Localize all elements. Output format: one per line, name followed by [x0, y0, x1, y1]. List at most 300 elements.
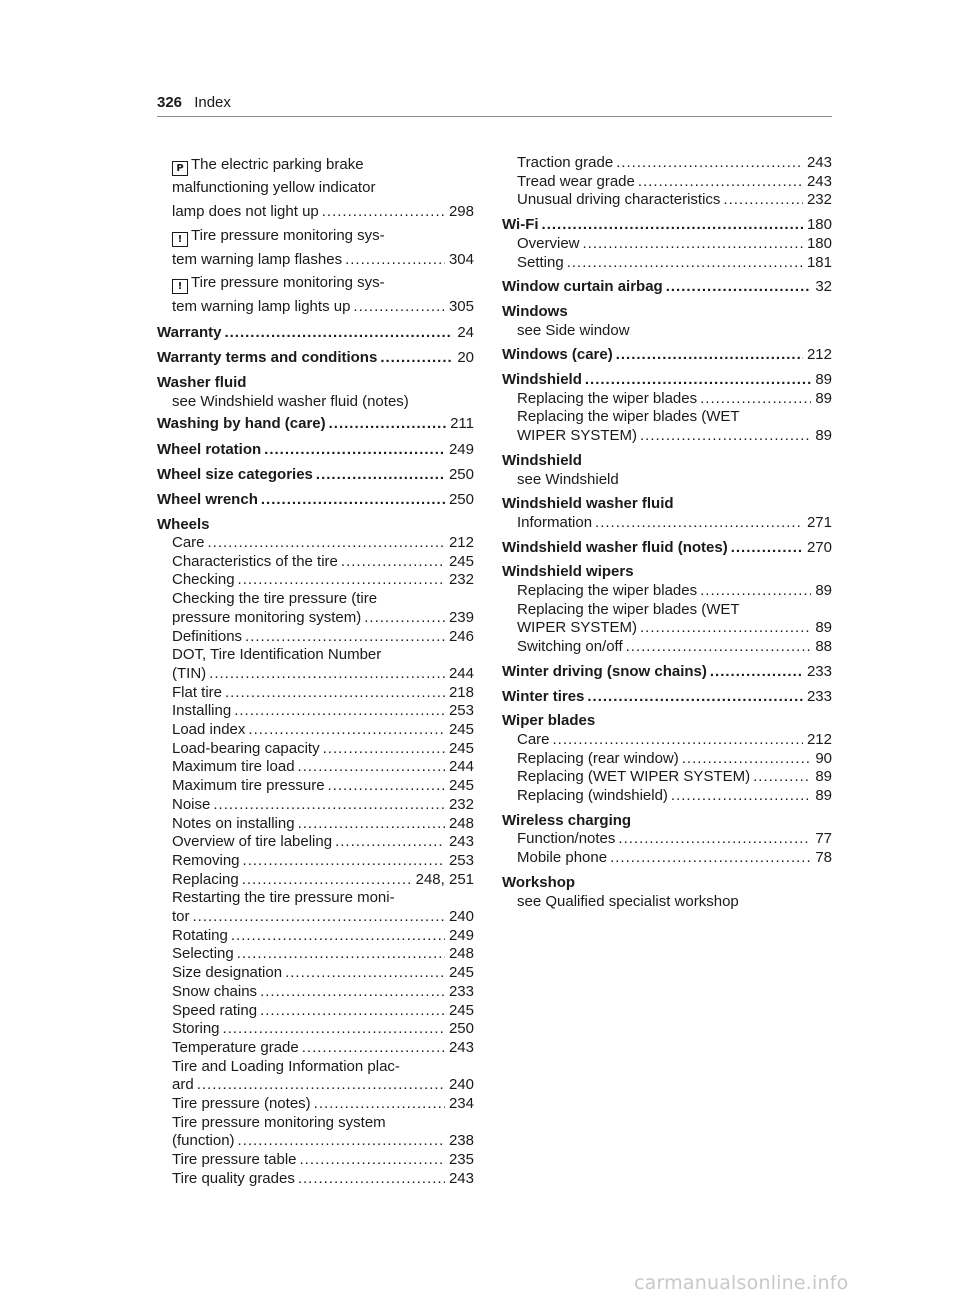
dot-leader: [302, 1038, 445, 1057]
page-reference[interactable]: 212: [806, 346, 832, 364]
index-entry[interactable]: [502, 662, 832, 681]
entry-text: Windshield washer fluid (notes): [502, 538, 728, 556]
entry-text: Rotating: [172, 926, 228, 944]
index-subentry[interactable]: [172, 795, 474, 814]
entry-text: Care: [172, 534, 205, 551]
index-subentry[interactable]: [172, 1001, 474, 1020]
entry-text: Windows (care): [502, 346, 613, 364]
index-subentry[interactable]: [172, 870, 474, 889]
entry-text: Replacing the wiper blades: [517, 582, 698, 599]
entry-text: Washing by hand (care): [157, 415, 326, 432]
entry-text: tem warning lamp flashes: [172, 251, 343, 268]
dot-leader: [700, 581, 811, 600]
page-reference[interactable]: 304: [448, 251, 474, 268]
dot-leader: [364, 608, 445, 627]
index-entry[interactable]: [157, 440, 474, 459]
dot-leader: [329, 414, 446, 433]
dot-leader: [260, 982, 445, 1001]
entry-text: ard: [172, 1076, 194, 1094]
index-entry: [502, 811, 832, 830]
index-entry: [502, 302, 832, 321]
dot-leader: [213, 795, 445, 814]
entry-text: Washer fluid: [157, 374, 247, 391]
dot-leader: [285, 963, 445, 982]
index-subentry[interactable]: [172, 720, 474, 739]
dot-leader: [298, 814, 445, 833]
entry-text: Unusual driving characteristics: [517, 191, 721, 209]
index-entry: [502, 873, 832, 892]
page-reference[interactable]: 89: [815, 619, 832, 637]
index-subentry[interactable]: [172, 963, 474, 982]
dot-leader: [197, 1075, 445, 1094]
dot-leader: [640, 426, 811, 445]
dot-leader: [553, 730, 803, 749]
dot-leader: [638, 172, 803, 191]
index-entry[interactable]: [502, 370, 832, 389]
entry-text: Replacing (rear window): [517, 749, 679, 767]
page-reference[interactable]: 245: [448, 1001, 474, 1019]
dot-leader: [753, 767, 811, 786]
entry-text: Information: [517, 513, 593, 531]
entry-text: Warranty terms and conditions: [157, 349, 378, 366]
index-subentry: [517, 470, 832, 489]
index-subentry: [517, 892, 832, 911]
index-subentry[interactable]: [172, 1150, 474, 1169]
page-reference[interactable]: 233: [448, 982, 474, 1000]
index-subentry[interactable]: [172, 832, 474, 851]
index-subentry[interactable]: [517, 190, 832, 209]
entry-text: Tire quality grades: [172, 1169, 295, 1187]
page-reference[interactable]: 253: [448, 702, 474, 720]
index-entry[interactable]: [502, 687, 832, 706]
dot-leader: [542, 215, 803, 234]
entry-text: Tire pressure monitoring system: [172, 1113, 386, 1131]
index-subentry: [172, 155, 474, 176]
entry-text: Wi-Fi: [502, 216, 539, 234]
entry-text: Window curtain airbag: [502, 278, 663, 296]
index-subentry: [172, 273, 474, 294]
dot-leader: [731, 538, 803, 557]
dot-leader: [380, 348, 453, 367]
page-reference[interactable]: 212: [448, 534, 474, 551]
entry-text: Wheels: [157, 516, 210, 533]
entry-text: Load-bearing capacity: [172, 739, 320, 757]
dot-leader: [248, 720, 445, 739]
entry-text: Tire pressure (notes): [172, 1095, 311, 1112]
dot-leader: [640, 618, 811, 637]
page-reference[interactable]: 232: [806, 191, 832, 209]
entry-text: Replacing: [172, 870, 239, 888]
entry-text: Flat tire: [172, 683, 223, 701]
index-subentry[interactable]: [172, 757, 474, 776]
entry-text: Speed rating: [172, 1001, 258, 1019]
entry-text: Maximum tire load: [172, 758, 295, 776]
page-reference[interactable]: 239: [448, 608, 474, 626]
page-reference[interactable]: 234: [448, 1095, 474, 1112]
page-reference[interactable]: 243: [806, 154, 832, 171]
index-subentry[interactable]: [172, 608, 474, 627]
entry-text: Tread wear grade: [517, 172, 635, 190]
dot-leader: [587, 687, 803, 706]
index-subentry[interactable]: [172, 1131, 474, 1150]
entry-text: (TIN): [172, 664, 207, 682]
dot-leader: [700, 389, 811, 408]
entry-text: Removing: [172, 851, 240, 869]
entry-text: (function): [172, 1132, 235, 1150]
index-subentry[interactable]: [172, 926, 474, 945]
entry-text: Overview of tire labeling: [172, 833, 333, 851]
page-reference[interactable]: 232: [448, 571, 474, 589]
index-subentry[interactable]: [172, 1019, 474, 1038]
entry-text: lamp does not light up: [172, 203, 319, 220]
index-subentry[interactable]: [172, 851, 474, 870]
page-reference[interactable]: 238: [448, 1132, 474, 1150]
index-subentry[interactable]: [517, 172, 832, 191]
entry-text: Tire and Loading Information plac-: [172, 1057, 400, 1075]
page-reference[interactable]: 244: [448, 664, 474, 682]
index-subentry[interactable]: [172, 1169, 474, 1188]
index-entry: [502, 494, 832, 513]
page-reference[interactable]: 89: [815, 787, 832, 804]
page-reference[interactable]: 243: [806, 172, 832, 190]
dot-leader: [322, 202, 445, 221]
index-subentry[interactable]: [172, 982, 474, 1001]
dot-leader: [238, 570, 445, 589]
index-subentry[interactable]: [517, 253, 832, 272]
index-subentry[interactable]: [517, 234, 832, 253]
page-reference[interactable]: 248: [448, 945, 474, 963]
page-reference[interactable]: 271: [806, 513, 832, 531]
page-reference[interactable]: 232: [448, 795, 474, 813]
entry-text: Replacing (windshield): [517, 787, 668, 804]
dot-leader: [231, 926, 445, 945]
page-reference[interactable]: 89: [815, 389, 832, 407]
entry-text: Windows: [502, 302, 568, 320]
entry-text: Tire pressure monitoring sys-: [191, 274, 385, 291]
entry-text: Checking: [172, 571, 235, 589]
page-reference[interactable]: 181: [806, 253, 832, 271]
index-entry[interactable]: [502, 345, 832, 364]
page-reference[interactable]: 250: [448, 1020, 474, 1038]
entry-text: DOT, Tire Identification Number: [172, 646, 382, 664]
index-entry: [157, 515, 474, 534]
index-subentry[interactable]: [517, 829, 832, 848]
page-reference[interactable]: 243: [448, 1169, 474, 1187]
dot-leader: [238, 1131, 445, 1150]
index-subentry[interactable]: [172, 570, 474, 589]
page-reference[interactable]: 248, 251: [415, 870, 474, 888]
index-subentry: [172, 1113, 474, 1132]
entry-text: Windshield washer fluid: [502, 495, 674, 513]
index-subentry[interactable]: [172, 814, 474, 833]
entry-text: see Qualified specialist workshop: [517, 892, 739, 910]
dot-leader: [316, 465, 445, 484]
entry-text: Storing: [172, 1020, 220, 1038]
entry-text: Mobile phone: [517, 849, 608, 867]
dot-leader: [595, 513, 803, 532]
dot-leader: [323, 739, 445, 758]
entry-text: tor: [172, 908, 190, 925]
page-reference[interactable]: 20: [457, 349, 474, 366]
entry-text: Replacing (WET WIPER SYSTEM): [517, 768, 751, 786]
dot-leader: [682, 749, 812, 768]
index-subentry: [172, 392, 474, 411]
page-reference[interactable]: 270: [806, 538, 832, 556]
page-reference[interactable]: 245: [448, 777, 474, 795]
index-entry[interactable]: [157, 465, 474, 484]
page-reference[interactable]: 218: [448, 683, 474, 701]
entry-text: Selecting: [172, 945, 234, 963]
dot-leader: [300, 1150, 445, 1169]
dot-leader: [242, 870, 412, 889]
index-subentry[interactable]: [172, 1094, 474, 1113]
page-reference[interactable]: 245: [448, 721, 474, 738]
page-reference[interactable]: 305: [448, 298, 474, 315]
dot-leader: [261, 490, 445, 509]
index-subentry[interactable]: [172, 907, 474, 926]
page-reference[interactable]: 212: [806, 730, 832, 748]
dot-leader: [225, 683, 445, 702]
index-subentry: [172, 645, 474, 664]
index-subentry: [517, 321, 832, 340]
index-subentry[interactable]: [517, 153, 832, 172]
entry-text: Windshield: [502, 371, 582, 388]
page-reference[interactable]: 233: [806, 662, 832, 680]
index-subentry[interactable]: [517, 637, 832, 656]
entry-text: Function/notes: [517, 830, 616, 848]
entry-text: Windshield: [502, 451, 582, 469]
entry-text: pressure monitoring system): [172, 608, 362, 626]
dot-leader: [345, 250, 445, 269]
tire-pressure-icon: !: [172, 232, 188, 247]
dot-leader: [243, 851, 445, 870]
index-subentry[interactable]: [517, 581, 832, 600]
dot-leader: [264, 440, 445, 459]
page-number: 326: [157, 94, 183, 111]
dot-leader: [583, 234, 803, 253]
dot-leader: [245, 627, 445, 646]
dot-leader: [616, 345, 803, 364]
index-entry[interactable]: [502, 277, 832, 296]
index-subentry: [172, 589, 474, 608]
entry-text: Temperature grade: [172, 1038, 299, 1056]
entry-text: Definitions: [172, 627, 243, 645]
entry-text: Winter driving (snow chains): [502, 662, 707, 680]
page-reference[interactable]: 211: [450, 415, 474, 432]
index-entry[interactable]: [157, 348, 474, 367]
index-subentry[interactable]: [172, 627, 474, 646]
index-subentry[interactable]: [172, 1038, 474, 1057]
index-subentry[interactable]: [517, 426, 832, 445]
entry-text: Load index: [172, 721, 246, 738]
watermark: carmanualsonline.info: [634, 1272, 849, 1294]
entry-text: Restarting the tire pressure moni-: [172, 889, 395, 907]
parking-brake-icon: P: [172, 161, 188, 176]
entry-text: Switching on/off: [517, 638, 623, 656]
entry-text: Replacing the wiper blades: [517, 389, 698, 407]
index-subentry: [172, 226, 474, 247]
page-reference[interactable]: 243: [448, 833, 474, 851]
entry-text: Warranty: [157, 324, 222, 341]
index-subentry[interactable]: [172, 944, 474, 963]
entry-text: Wheel size categories: [157, 466, 313, 483]
dot-leader: [193, 907, 445, 926]
index-subentry[interactable]: [172, 664, 474, 683]
index-entry[interactable]: [157, 414, 474, 433]
index-subentry[interactable]: [517, 848, 832, 867]
page-reference[interactable]: 90: [815, 749, 832, 767]
index-subentry[interactable]: [172, 776, 474, 795]
index-entry[interactable]: [502, 538, 832, 557]
entry-text: WIPER SYSTEM): [517, 619, 638, 637]
entry-text: Setting: [517, 253, 564, 271]
page-reference[interactable]: 248: [448, 814, 474, 832]
entry-text: Windshield wipers: [502, 563, 634, 581]
index-subentry[interactable]: [517, 618, 832, 637]
index-subentry[interactable]: [517, 730, 832, 749]
index-subentry[interactable]: [517, 767, 832, 786]
page-reference[interactable]: 77: [815, 830, 832, 848]
page-reference[interactable]: 240: [448, 1076, 474, 1094]
entry-text: The electric parking brake: [191, 156, 364, 173]
entry-text: Wheel rotation: [157, 441, 262, 458]
index-subentry[interactable]: [172, 202, 474, 221]
dot-leader: [710, 662, 803, 681]
page-reference[interactable]: 78: [815, 849, 832, 867]
entry-text: Notes on installing: [172, 814, 295, 832]
dot-leader: [260, 1001, 445, 1020]
index-subentry[interactable]: [517, 389, 832, 408]
entry-text: Workshop: [502, 873, 576, 891]
index-subentry[interactable]: [172, 739, 474, 758]
dot-leader: [328, 776, 445, 795]
index-subentry[interactable]: [172, 1075, 474, 1094]
dot-leader: [208, 533, 445, 552]
page-reference[interactable]: 298: [448, 203, 474, 220]
entry-text: Traction grade: [517, 154, 614, 171]
page-header: [157, 94, 231, 111]
index-subentry[interactable]: [172, 683, 474, 702]
page-reference[interactable]: 233: [806, 687, 832, 705]
dot-leader: [224, 323, 453, 342]
page-reference[interactable]: 249: [448, 926, 474, 944]
index-entry[interactable]: [157, 490, 474, 509]
page-reference[interactable]: 253: [448, 851, 474, 869]
page-reference[interactable]: 240: [448, 908, 474, 925]
page-reference[interactable]: 235: [448, 1151, 474, 1169]
entry-text: Replacing the wiper blades (WET: [517, 408, 740, 426]
entry-text: Tire pressure table: [172, 1151, 297, 1169]
page-reference[interactable]: 246: [448, 627, 474, 645]
page-reference[interactable]: 24: [457, 324, 474, 341]
dot-leader: [298, 1169, 445, 1188]
dot-leader: [341, 552, 445, 571]
dot-leader: [335, 832, 445, 851]
entry-text: Tire pressure monitoring sys-: [191, 227, 385, 244]
index-entry[interactable]: [157, 323, 474, 342]
page-reference[interactable]: 88: [815, 638, 832, 656]
dot-leader: [616, 153, 803, 172]
page-reference[interactable]: 249: [448, 441, 474, 458]
index-subentry[interactable]: [517, 513, 832, 532]
dot-leader: [626, 637, 812, 656]
dot-leader: [610, 848, 811, 867]
index-subentry[interactable]: [517, 786, 832, 805]
page-reference[interactable]: 250: [448, 491, 474, 508]
entry-text: Overview: [517, 234, 580, 252]
entry-text: Installing: [172, 702, 232, 720]
entry-text: Maximum tire pressure: [172, 777, 325, 795]
page-reference[interactable]: 250: [448, 466, 474, 483]
entry-text: Snow chains: [172, 982, 258, 1000]
dot-leader: [298, 757, 445, 776]
page-reference[interactable]: 245: [448, 552, 474, 570]
index-subentry[interactable]: [172, 297, 474, 316]
dot-leader: [723, 190, 803, 209]
entry-text: see Windshield: [517, 470, 619, 488]
entry-text: Wheel wrench: [157, 491, 258, 508]
entry-text: see Windshield washer fluid (notes): [172, 393, 409, 410]
index-entry: [502, 451, 832, 470]
page-reference[interactable]: 89: [815, 371, 832, 388]
dot-leader: [209, 664, 445, 683]
page-reference[interactable]: 32: [815, 278, 832, 296]
page-reference[interactable]: 244: [448, 758, 474, 776]
tire-pressure-icon: !: [172, 279, 188, 294]
index-entry: [157, 373, 474, 392]
dot-leader: [353, 297, 445, 316]
entry-text: Wireless charging: [502, 811, 632, 829]
page-reference[interactable]: 180: [806, 234, 832, 252]
index-entry[interactable]: [502, 215, 832, 234]
index-subentry[interactable]: [172, 552, 474, 571]
page-reference[interactable]: 180: [806, 216, 832, 234]
entry-text: Winter tires: [502, 687, 585, 705]
index-subentry: [172, 1057, 474, 1076]
page-reference[interactable]: 243: [448, 1038, 474, 1056]
entry-text: Replacing the wiper blades (WET: [517, 600, 740, 618]
index-subentry: [517, 407, 832, 426]
index-subentry[interactable]: [172, 701, 474, 720]
dot-leader: [223, 1019, 445, 1038]
dot-leader: [237, 944, 445, 963]
dot-leader: [234, 701, 445, 720]
header-divider: [157, 116, 832, 117]
entry-text: see Side window: [517, 321, 630, 339]
section-title: Index: [194, 94, 231, 111]
entry-text: Characteristics of the tire: [172, 552, 338, 570]
index-subentry: [172, 178, 474, 197]
index-subentry[interactable]: [172, 250, 474, 269]
dot-leader: [585, 370, 811, 389]
dot-leader: [618, 829, 811, 848]
page-reference[interactable]: 89: [815, 427, 832, 445]
index-subentry: [517, 600, 832, 619]
index-subentry[interactable]: [517, 749, 832, 768]
entry-text: tem warning lamp lights up: [172, 298, 351, 315]
page-reference[interactable]: 89: [815, 582, 832, 599]
dot-leader: [666, 277, 812, 296]
dot-leader: [567, 253, 803, 272]
entry-text: Wiper blades: [502, 712, 596, 730]
index-entry: [502, 562, 832, 581]
page-reference[interactable]: 89: [815, 768, 832, 786]
page-reference[interactable]: 245: [448, 964, 474, 982]
entry-text: Size designation: [172, 964, 283, 982]
page-reference[interactable]: 245: [448, 739, 474, 757]
dot-leader: [314, 1094, 445, 1113]
index-subentry[interactable]: [172, 533, 474, 552]
